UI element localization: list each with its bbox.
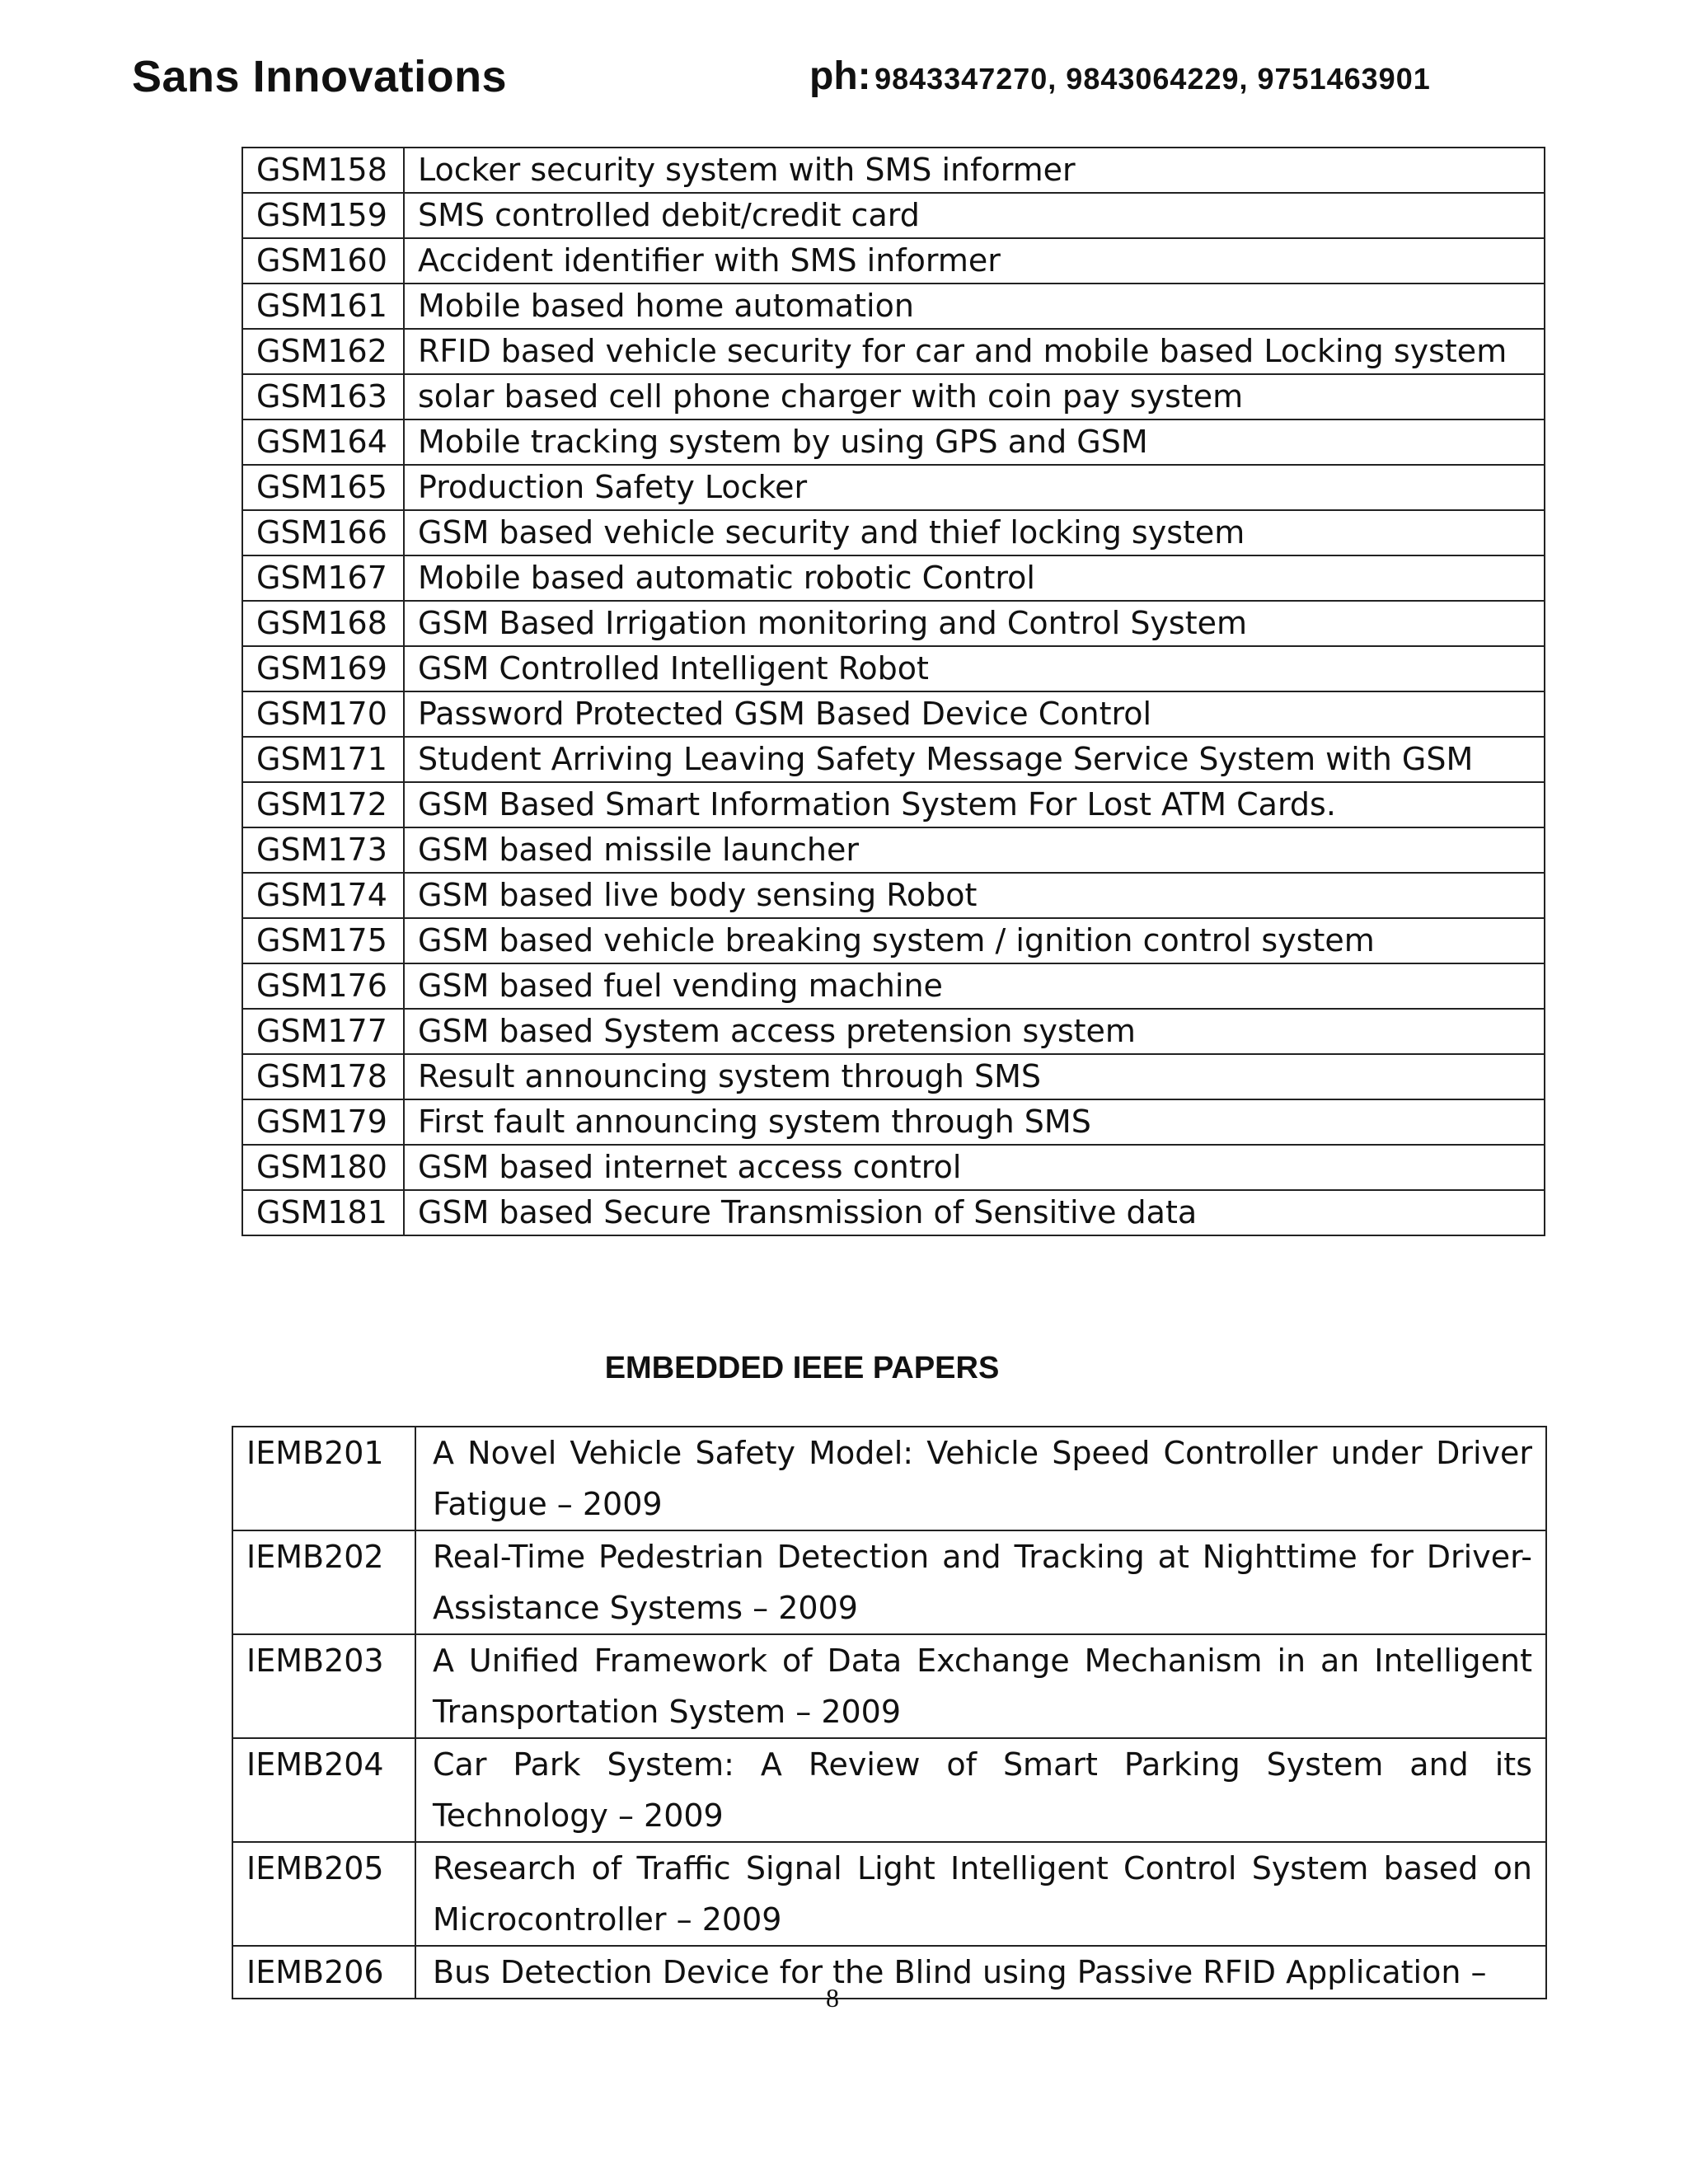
project-title: GSM Based Irrigation monitoring and Control System: [404, 601, 1545, 646]
table-row: [242, 555, 1545, 601]
table-row: [242, 238, 1545, 284]
project-title: solar based cell phone charger with coin pay system: [404, 374, 1545, 419]
project-code: GSM167: [242, 555, 404, 601]
project-title: Result announcing system through SMS: [404, 1054, 1545, 1099]
project-code: GSM161: [242, 284, 404, 329]
project-code: GSM163: [242, 374, 404, 419]
project-code: GSM164: [242, 419, 404, 465]
paper-title: A Unified Framework of Data Exchange Mechanism in an Intelligent Transportation System – 2009: [415, 1634, 1546, 1738]
section-title: EMBEDDED IEEE PAPERS: [604, 1351, 1000, 1385]
ieee-papers-table: [232, 1426, 1547, 1999]
project-title: GSM based internet access control: [404, 1145, 1545, 1190]
table-row: [242, 284, 1545, 329]
project-code: GSM168: [242, 601, 404, 646]
project-title: GSM based live body sensing Robot: [404, 873, 1545, 918]
table-row: [242, 827, 1545, 873]
project-code: GSM172: [242, 782, 404, 827]
project-title: Accident identifier with SMS informer: [404, 238, 1545, 284]
project-code: GSM175: [242, 918, 404, 963]
project-code: GSM162: [242, 329, 404, 374]
table-row: [242, 963, 1545, 1009]
table-row: [242, 1190, 1545, 1235]
project-code: GSM160: [242, 238, 404, 284]
page-number: 8: [826, 1983, 839, 2013]
gsm-projects-table: [241, 147, 1545, 1236]
table-row: [242, 374, 1545, 419]
table-row: [242, 737, 1545, 782]
phone-prefix: ph:: [809, 54, 871, 98]
project-title: SMS controlled debit/credit card: [404, 193, 1545, 238]
table-row: [242, 465, 1545, 510]
project-title: GSM based Secure Transmission of Sensitive data: [404, 1190, 1545, 1235]
project-title: Mobile based home automation: [404, 284, 1545, 329]
table-row: [242, 1099, 1545, 1145]
phone-contact: [809, 48, 1431, 115]
project-title: GSM Controlled Intelligent Robot: [404, 646, 1545, 691]
project-code: GSM181: [242, 1190, 404, 1235]
project-title: RFID based vehicle security for car and mobile based Locking system: [404, 329, 1545, 374]
paper-code: IEMB204: [232, 1738, 415, 1842]
project-title: Student Arriving Leaving Safety Message Service System with GSM: [404, 737, 1545, 782]
paper-code: IEMB206: [232, 1946, 415, 1999]
table-row: [242, 691, 1545, 737]
project-title: GSM based vehicle breaking system / ignition control system: [404, 918, 1545, 963]
project-code: GSM178: [242, 1054, 404, 1099]
table-row: [242, 782, 1545, 827]
table-row: [232, 1842, 1546, 1946]
table-row: [242, 148, 1545, 193]
project-code: GSM159: [242, 193, 404, 238]
table-row: [242, 646, 1545, 691]
project-title: GSM based missile launcher: [404, 827, 1545, 873]
table-row: [242, 193, 1545, 238]
project-code: GSM177: [242, 1009, 404, 1054]
project-code: GSM179: [242, 1099, 404, 1145]
project-code: GSM173: [242, 827, 404, 873]
company-name: Sans Innovations: [132, 52, 508, 101]
paper-title: A Novel Vehicle Safety Model: Vehicle Speed Controller under Driver Fatigue – 2009: [415, 1427, 1546, 1530]
paper-code: IEMB205: [232, 1842, 415, 1946]
table-row: [242, 1009, 1545, 1054]
table-row: [232, 1427, 1546, 1530]
table-row: [232, 1634, 1546, 1738]
project-code: GSM158: [242, 148, 404, 193]
table-row: [242, 873, 1545, 918]
project-title: Mobile tracking system by using GPS and GSM: [404, 419, 1545, 465]
project-title: Production Safety Locker: [404, 465, 1545, 510]
paper-title: Real-Time Pedestrian Detection and Tracking at Nighttime for Driver-Assistance Systems – 2009: [415, 1530, 1546, 1634]
paper-code: IEMB201: [232, 1427, 415, 1530]
table-row: [232, 1530, 1546, 1634]
project-title: Locker security system with SMS informer: [404, 148, 1545, 193]
table-row: [242, 419, 1545, 465]
project-title: GSM based fuel vending machine: [404, 963, 1545, 1009]
project-title: Password Protected GSM Based Device Control: [404, 691, 1545, 737]
page-header: [132, 48, 1533, 105]
table-row: [242, 601, 1545, 646]
project-title: First fault announcing system through SMS: [404, 1099, 1545, 1145]
table-row: [232, 1738, 1546, 1842]
paper-code: IEMB202: [232, 1530, 415, 1634]
table-row: [242, 918, 1545, 963]
paper-title: Car Park System: A Review of Smart Parking System and its Technology – 2009: [415, 1738, 1546, 1842]
project-title: GSM Based Smart Information System For Lost ATM Cards.: [404, 782, 1545, 827]
table-row: [242, 510, 1545, 555]
paper-title: Research of Traffic Signal Light Intelligent Control System based on Microcontroller – 2009: [415, 1842, 1546, 1946]
phone-numbers: 9843347270, 9843064229, 9751463901: [874, 62, 1431, 96]
table-row: [242, 1054, 1545, 1099]
project-code: GSM169: [242, 646, 404, 691]
paper-title: Bus Detection Device for the Blind using Passive RFID Application –: [415, 1946, 1546, 1999]
project-code: GSM170: [242, 691, 404, 737]
table-row: [242, 329, 1545, 374]
paper-code: IEMB203: [232, 1634, 415, 1738]
project-code: GSM180: [242, 1145, 404, 1190]
project-title: GSM based vehicle security and thief locking system: [404, 510, 1545, 555]
project-code: GSM176: [242, 963, 404, 1009]
project-code: GSM174: [242, 873, 404, 918]
project-title: Mobile based automatic robotic Control: [404, 555, 1545, 601]
project-code: GSM165: [242, 465, 404, 510]
project-code: GSM166: [242, 510, 404, 555]
project-title: GSM based System access pretension system: [404, 1009, 1545, 1054]
table-row: [242, 1145, 1545, 1190]
project-code: GSM171: [242, 737, 404, 782]
